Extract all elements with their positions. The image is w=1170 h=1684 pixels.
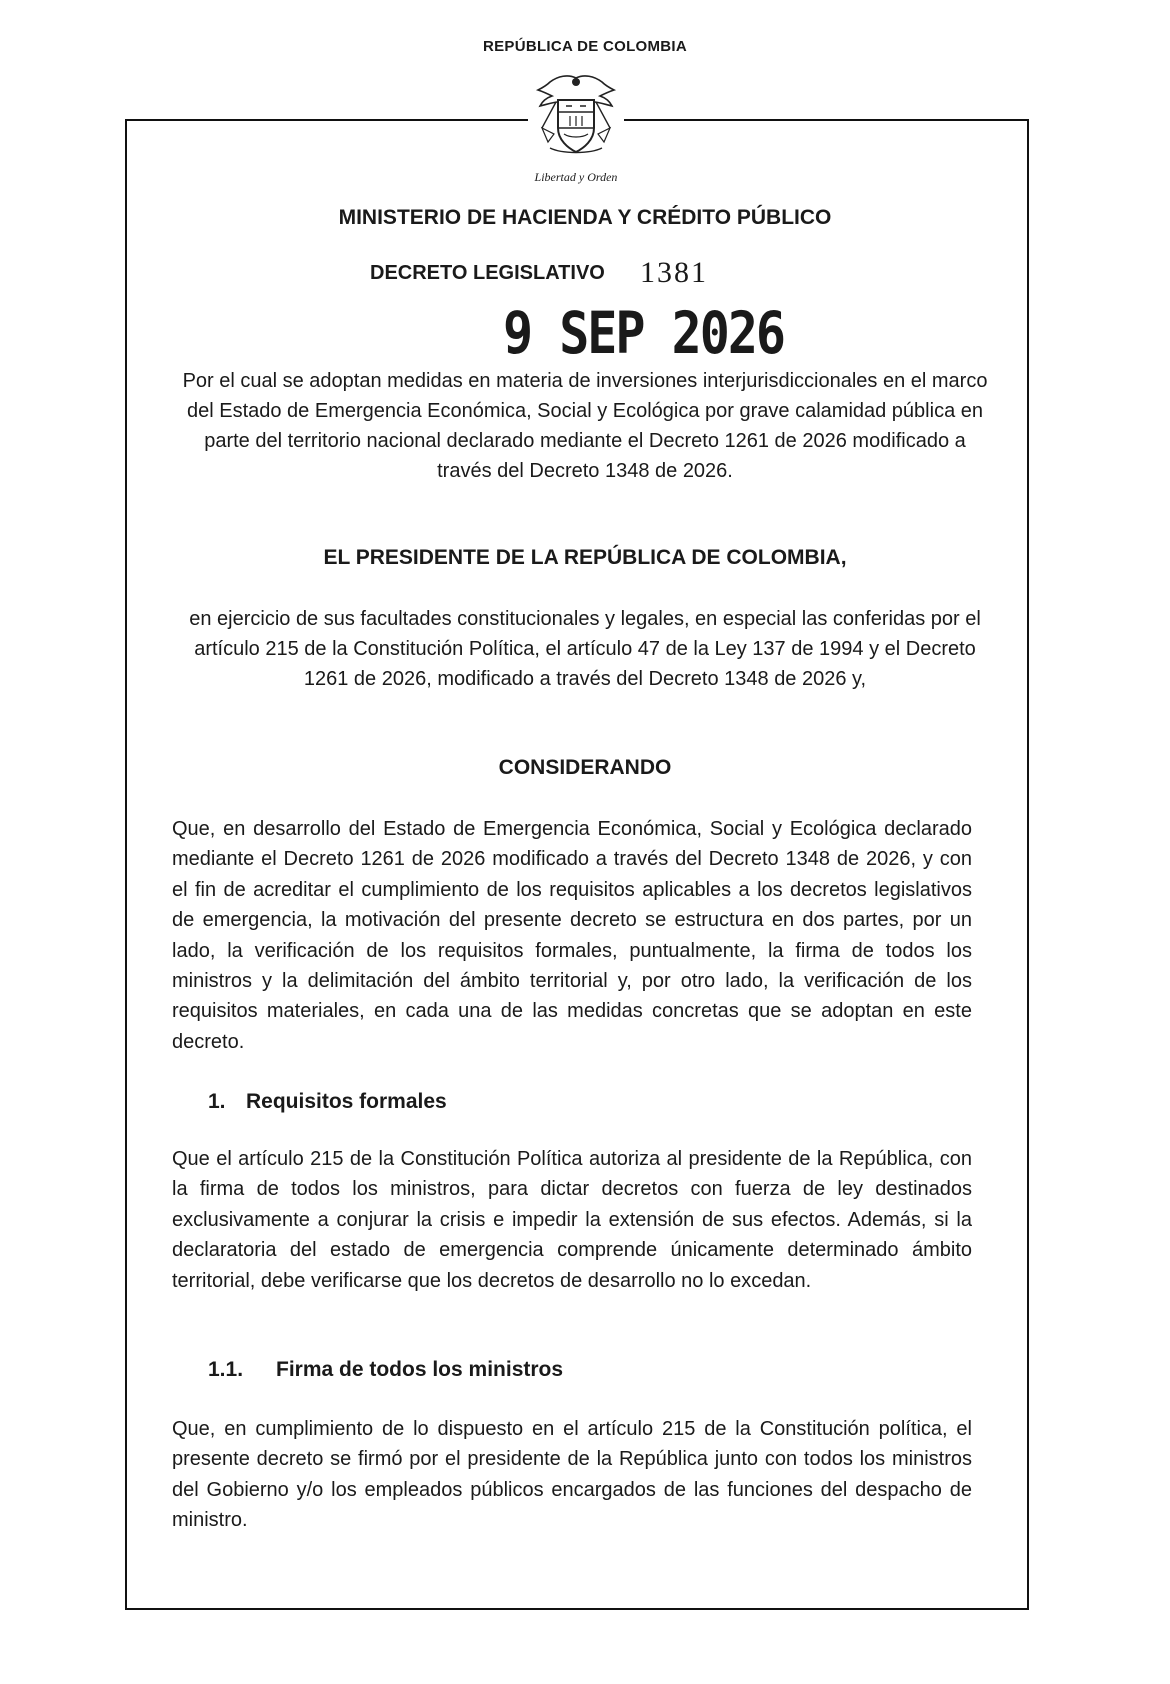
considering-title: CONSIDERANDO	[498, 756, 672, 779]
section-title: Firma de todos los ministros	[276, 1358, 564, 1381]
powers-statement: en ejercicio de sus facultades constitucionales y legales, en especial las conferidas por el artículo 215 de la Constitución Política, el artículo 47 de la Ley 137 de 1994 y el Decreto 1261 de 2026, modificado a través del Decreto 1348 de 2026 y,	[189, 608, 981, 690]
decree-date-stamp: 9 SEP 2026	[503, 300, 785, 367]
ministry-title: MINISTERIO DE HACIENDA Y CRÉDITO PÚBLICO	[338, 206, 832, 229]
section-heading	[208, 1090, 447, 1114]
coat-of-arms-seal	[528, 72, 624, 158]
decree-summary: Por el cual se adoptan medidas en materia de inversiones interjurisdiccionales en el marco del Estado de Emergencia Económica, Social y Ecológica por grave calamidad pública en parte del territorio nacional declarado mediante el Decreto 1261 de 2026 modificado a través del Decreto 1348 de 2026.	[182, 370, 988, 482]
decree-number: 1381	[640, 256, 708, 289]
considering-paragraph: Que, en cumplimiento de lo dispuesto en el artículo 215 de la Constitución política, el presente decreto se firmó por el presidente de la República junto con todos los ministros del Gobierno y/o los empleados públicos encargados de las funciones del despacho de ministro.	[172, 1418, 972, 1532]
seal-motto: Libertad y Orden	[534, 170, 618, 184]
president-title: EL PRESIDENTE DE LA REPÚBLICA DE COLOMBIA,	[323, 546, 847, 569]
decree-label: DECRETO LEGISLATIVO	[370, 262, 605, 284]
subsection-heading	[208, 1358, 563, 1382]
section-number: 1.	[208, 1090, 226, 1113]
section-number: 1.1.	[208, 1358, 244, 1381]
considering-paragraph: Que, en desarrollo del Estado de Emergencia Económica, Social y Ecológica declarado mediante el Decreto 1261 de 2026 modificado a través del Decreto 1348 de 2026, y con el fin de acreditar el cumplimiento de los requisitos aplicables a los decretos legislativos de emergencia, la motivación del presente decreto se estructura en dos partes, por un lado, la verificación de los requisitos formales, puntualmente, la firma de todos los ministros y la delimitación del ámbito territorial y, por otro lado, la verificación de los requisitos materiales, en cada una de las medidas concretas que se adoptan en este decreto.	[172, 818, 972, 1053]
country-heading: REPÚBLICA DE COLOMBIA	[482, 38, 688, 55]
considering-paragraph: Que el artículo 215 de la Constitución Política autoriza al presidente de la República, con la firma de todos los ministros, para dictar decretos con fuerza de ley destinados exclusivamente a conjurar la crisis e impedir la extensión de sus efectos. Además, si la declaratoria del estado de emergencia comprende únicamente determinado ámbito territorial, debe verificarse que los decretos de desarrollo no lo excedan.	[172, 1148, 972, 1292]
section-title: Requisitos formales	[246, 1090, 447, 1113]
